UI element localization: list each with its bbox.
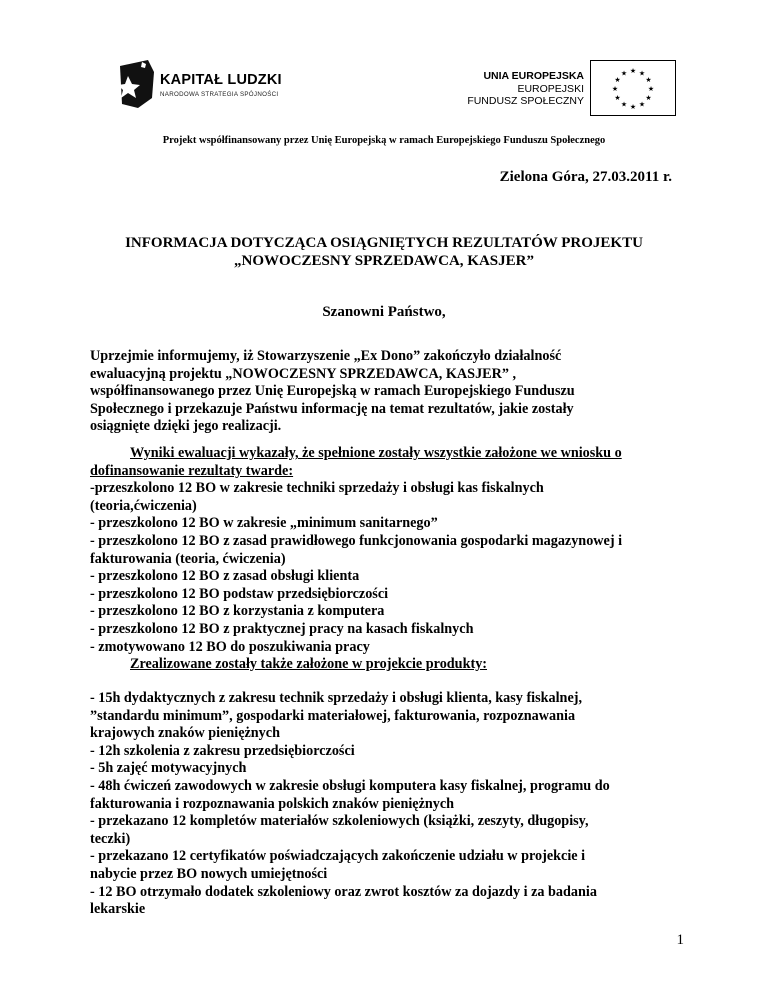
products-item: - przekazano 12 kompletów materiałów szkoleniowych (książki, zeszyty, długopisy, (90, 813, 589, 830)
svg-text:★: ★ (629, 103, 637, 111)
products-item: fakturowania i rozpoznawania polskich znaków pieniężnych (90, 795, 455, 812)
products-item: - przekazano 12 certyfikatów poświadczających zakończenie udziału w projekcie i (90, 848, 586, 865)
eu-logo (462, 58, 676, 114)
svg-text:★: ★ (620, 69, 628, 78)
products-item: krajowych znaków pieniężnych (90, 725, 280, 742)
page-number: 1 (676, 932, 684, 948)
products-heading: Zrealizowane zostały także założone w projekcie produkty: (130, 656, 488, 672)
svg-text:★: ★ (620, 100, 628, 109)
results-item: - przeszkolono 12 BO podstaw przedsiębiorczości (90, 585, 389, 602)
heading-line-2: „NOWOCZESNY SPRZEDAWCA, KASJER” (234, 253, 534, 269)
intro-line: osiągnięte dzięki jego realizacji. (90, 418, 282, 435)
intro-line: ewaluacyjną projektu „NOWOCZESNY SPRZEDAWCA, KASJER” , (90, 365, 517, 382)
products-item: - 15h dydaktycznych z zakresu technik sprzedaży i obsługi klienta, kasy fiskalnej, (90, 690, 583, 706)
intro-paragraph (90, 348, 690, 436)
document-date: Zielona Góra, 27.03.2011 r. (499, 169, 672, 185)
products-heading-block (90, 656, 690, 674)
svg-text:★: ★ (645, 94, 652, 102)
kapital-ludzki-subtitle: NARODOWA STRATEGIA SPÓJNOŚCI (160, 91, 279, 98)
products-item: teczki) (90, 830, 131, 847)
products-item: ”standardu minimum”, gospodarki materiałowej, fakturowania, rozpoznawania (90, 707, 576, 724)
results-item: (teoria,ćwiczenia) (90, 497, 197, 514)
products-item: lekarskie (90, 901, 146, 918)
kapital-ludzki-title: KAPITAŁ LUDZKI (160, 72, 282, 88)
intro-line: Społecznego i przekazuje Państwu informację na temat rezultatów, jakie zostały (90, 400, 574, 417)
results-item: - przeszkolono 12 BO z zasad prawidłowego funkcjonowania gospodarki magazynowej i (90, 532, 623, 549)
results-item: - zmotywowano 12 BO do poszukiwania pracy (90, 638, 370, 655)
results-item: - przeszkolono 12 BO w zakresie „minimum sanitarnego” (90, 515, 438, 532)
eu-line-3: FUNDUSZ SPOŁECZNY (467, 95, 584, 107)
eu-line-2: EUROPEJSKI (517, 82, 584, 95)
heading-line-1: INFORMACJA DOTYCZĄCA OSIĄGNIĘTYCH REZULTATÓW PROJEKTU (125, 235, 643, 251)
results-section (90, 445, 690, 656)
svg-text:★: ★ (614, 94, 621, 102)
results-item: - przeszkolono 12 BO z zasad obsługi klienta (90, 568, 360, 585)
svg-text:★: ★ (645, 76, 652, 84)
kapital-ludzki-logo (118, 58, 298, 112)
svg-text:★: ★ (629, 67, 637, 75)
products-item: - 5h zajęć motywacyjnych (90, 760, 247, 777)
products-item: - 48h ćwiczeń zawodowych w zakresie obsługi komputera kasy fiskalnej, programu do (90, 777, 610, 794)
eu-flag-icon (590, 60, 676, 116)
results-item: - przeszkolono 12 BO z praktycznej pracy na kasach fiskalnych (90, 620, 474, 637)
results-item: - przeszkolono 12 BO z korzystania z komputera (90, 603, 385, 620)
cofinancing-note: Projekt współfinansowany przez Unię Europejską w ramach Europejskiego Funduszu Społecznego (162, 135, 606, 146)
results-heading-line-1: Wyniki ewaluacji wykazały, że spełnione zostały wszystkie założone we wniosku o (130, 445, 622, 461)
products-section (90, 690, 690, 919)
products-item: - 12h szkolenia z zakresu przedsiębiorczości (90, 742, 355, 759)
intro-line: Uprzejmie informujemy, iż Stowarzyszenie „Ex Dono” zakończyło działalność (90, 348, 562, 364)
salutation: Szanowni Państwo, (322, 304, 446, 320)
document-heading (96, 234, 672, 270)
svg-text:★: ★ (647, 85, 655, 93)
svg-text:★: ★ (611, 85, 619, 93)
products-item: nabycie przez BO nowych umiejętności (90, 865, 328, 882)
svg-text:★: ★ (638, 100, 646, 109)
svg-text:★: ★ (614, 76, 621, 84)
eu-line-1: UNIA EUROPEJSKA (483, 70, 584, 82)
results-item: fakturowania (teoria, ćwiczenia) (90, 550, 286, 567)
results-heading-line-2: dofinansowanie rezultaty twarde: (90, 462, 294, 479)
svg-text:★: ★ (638, 69, 646, 78)
eu-logo-text (467, 70, 584, 108)
kapital-ludzki-star-icon (118, 58, 156, 110)
intro-line: współfinansowanego przez Unię Europejską w ramach Europejskiego Funduszu (90, 383, 575, 400)
products-item: - 12 BO otrzymało dodatek szkoleniowy oraz zwrot kosztów za dojazdy i za badania (90, 883, 597, 900)
results-item: -przeszkolono 12 BO w zakresie techniki sprzedaży i obsługi kas fiskalnych (90, 480, 544, 497)
